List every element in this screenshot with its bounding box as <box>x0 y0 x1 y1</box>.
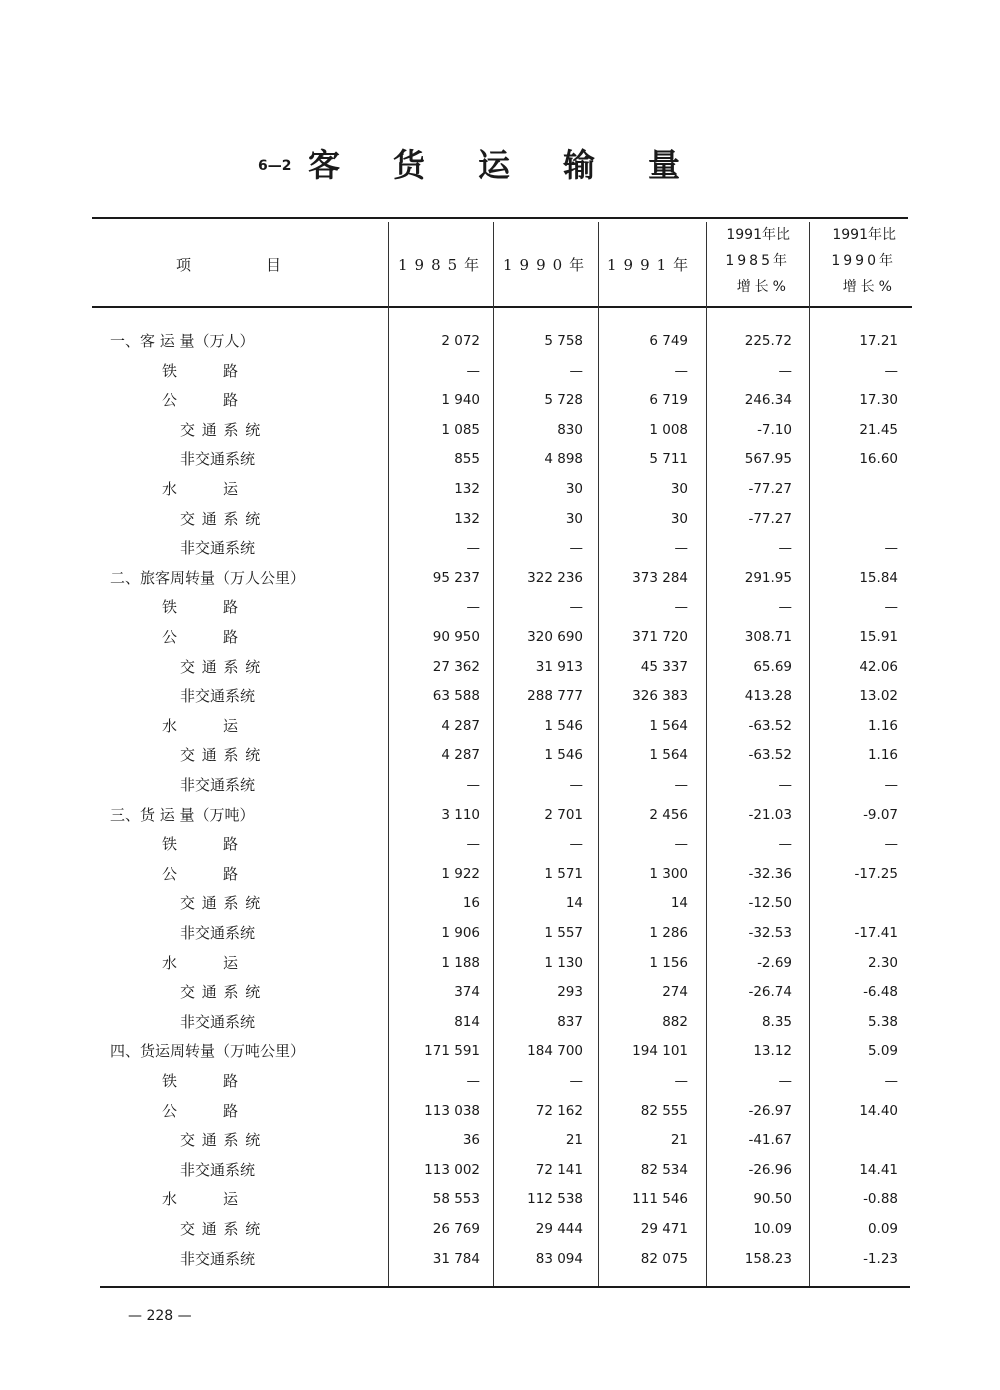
growth-vs-1985: -26.74 <box>748 984 792 1001</box>
table-row <box>0 593 1000 622</box>
value-1985: 63 588 <box>432 688 480 705</box>
row-label: 二、旅客周转量（万人公里） <box>110 568 306 587</box>
table-row <box>0 919 1000 948</box>
row-label: 交 通 系 统 <box>180 746 262 765</box>
growth-vs-1990: 5.38 <box>867 1013 898 1030</box>
growth-vs-1985: — <box>778 540 792 557</box>
value-1985: 1 188 <box>441 954 480 971</box>
growth-vs-1985: — <box>778 777 792 793</box>
growth-vs-1990: -9.07 <box>863 806 898 823</box>
value-1985: 27 362 <box>432 658 480 675</box>
row-label: 四、货运周转量（万吨公里） <box>110 1042 306 1061</box>
table-row <box>0 386 1000 415</box>
value-1990: 5 728 <box>544 392 583 409</box>
value-1985: — <box>466 362 480 379</box>
value-1985: 1 906 <box>441 925 480 941</box>
value-1985: 95 237 <box>432 569 480 586</box>
table-row <box>0 978 1000 1007</box>
value-1990: 5 758 <box>544 333 583 349</box>
value-1985: 374 <box>454 984 480 1001</box>
row-label: 公路 <box>162 864 285 883</box>
table-row <box>0 1008 1000 1037</box>
table-row <box>0 357 1000 386</box>
row-label: 三、货 运 量（万吨） <box>110 805 255 824</box>
value-1985: — <box>466 777 480 793</box>
value-1990: 830 <box>557 421 583 438</box>
row-label: 交 通 系 统 <box>180 1220 262 1238</box>
value-1990: 21 <box>565 1132 583 1149</box>
table-title-text: 客货运输量 <box>308 146 734 184</box>
row-label: 交 通 系 统 <box>180 1131 262 1150</box>
table-row <box>0 327 1000 356</box>
value-1991: — <box>674 777 688 793</box>
value-1991: 82 555 <box>640 1102 688 1119</box>
row-label: 水运 <box>162 1190 285 1209</box>
header-growth-line: 1985年 <box>725 253 790 269</box>
value-1990: 83 094 <box>535 1250 583 1267</box>
row-label: 交 通 系 统 <box>180 509 262 528</box>
value-1991: 194 101 <box>632 1043 688 1060</box>
value-1990: 184 700 <box>527 1043 583 1060</box>
value-1985: 113 002 <box>424 1161 480 1178</box>
growth-vs-1990: 14.40 <box>859 1102 898 1119</box>
growth-vs-1990: 13.02 <box>859 688 898 705</box>
growth-vs-1985: -77.27 <box>748 481 792 497</box>
value-1985: — <box>466 836 480 853</box>
row-label: 交 通 系 统 <box>180 657 262 676</box>
growth-vs-1985: — <box>778 836 792 853</box>
value-1985: 132 <box>454 481 480 497</box>
row-label: 铁路 <box>162 1072 285 1090</box>
row-label: 交 通 系 统 <box>180 894 262 913</box>
growth-vs-1985: -2.69 <box>757 954 792 971</box>
growth-vs-1985: 225.72 <box>744 333 792 349</box>
row-label: 水运 <box>162 480 285 498</box>
value-1985: 16 <box>462 895 480 912</box>
value-1991: — <box>674 1073 688 1089</box>
value-1991: 82 534 <box>640 1161 688 1178</box>
growth-vs-1985: -12.50 <box>748 895 792 912</box>
value-1990: 1 571 <box>544 865 583 882</box>
table-row <box>0 771 1000 800</box>
growth-vs-1990 <box>816 505 898 534</box>
value-1985: 171 591 <box>424 1043 480 1060</box>
growth-vs-1990: 16.60 <box>859 451 898 468</box>
value-1991: 30 <box>670 510 688 527</box>
table-row <box>0 712 1000 741</box>
row-label: 铁路 <box>162 361 285 380</box>
header-item: 项 目 <box>176 256 282 274</box>
growth-vs-1990: 42.06 <box>859 658 898 675</box>
value-1985: 2 072 <box>441 333 480 349</box>
growth-vs-1990: 15.91 <box>859 629 898 645</box>
growth-vs-1990: 5.09 <box>867 1043 898 1060</box>
growth-vs-1985: — <box>778 1073 792 1089</box>
header-growth-line: 1991年比 <box>832 227 896 243</box>
growth-vs-1990: — <box>884 836 898 853</box>
value-1985: 1 940 <box>441 392 480 409</box>
value-1991: 882 <box>662 1013 688 1030</box>
value-1985: 814 <box>454 1013 480 1030</box>
row-label: 铁路 <box>162 835 285 854</box>
value-1990: 72 141 <box>535 1161 583 1178</box>
value-1991: 30 <box>670 481 688 497</box>
growth-vs-1990: — <box>884 540 898 557</box>
table-row <box>0 889 1000 918</box>
row-label: 非交通系统 <box>180 687 256 706</box>
table-row <box>0 682 1000 711</box>
growth-vs-1985: 65.69 <box>753 658 792 675</box>
table-row <box>0 1097 1000 1126</box>
table-row <box>0 445 1000 474</box>
growth-vs-1990: -0.88 <box>863 1191 898 1208</box>
value-1985: 90 950 <box>432 629 480 645</box>
growth-vs-1990: -17.41 <box>854 925 898 941</box>
row-label: 交 通 系 统 <box>180 983 262 1002</box>
table-row <box>0 1185 1000 1214</box>
value-1990: 1 130 <box>544 954 583 971</box>
growth-vs-1990: -1.23 <box>863 1250 898 1267</box>
value-1990: 72 162 <box>535 1102 583 1119</box>
row-label: 非交通系统 <box>180 539 256 558</box>
growth-vs-1990: 17.21 <box>859 333 898 349</box>
table-row <box>0 564 1000 593</box>
growth-vs-1985: 413.28 <box>744 688 792 705</box>
value-1990: 30 <box>565 481 583 497</box>
growth-vs-1990: -17.25 <box>854 865 898 882</box>
value-1991: 14 <box>670 895 688 912</box>
value-1991: 1 156 <box>649 954 688 971</box>
value-1991: 1 300 <box>649 865 688 882</box>
value-1991: 111 546 <box>632 1191 688 1208</box>
growth-vs-1990: — <box>884 777 898 793</box>
growth-vs-1990: -6.48 <box>863 984 898 1001</box>
value-1990: 320 690 <box>527 629 583 645</box>
value-1990: — <box>569 362 583 379</box>
value-1985: 4 287 <box>441 747 480 764</box>
value-1991: 371 720 <box>632 629 688 645</box>
row-label: 非交通系统 <box>180 1249 256 1268</box>
table-row <box>0 1245 1000 1274</box>
value-1991: 45 337 <box>640 658 688 675</box>
growth-vs-1985: -41.67 <box>748 1132 792 1149</box>
value-1990: 837 <box>557 1013 583 1030</box>
growth-vs-1990: 14.41 <box>859 1161 898 1178</box>
growth-vs-1985: 8.35 <box>761 1013 792 1030</box>
table-row <box>0 860 1000 889</box>
growth-vs-1990: 2.30 <box>867 954 898 971</box>
table-row <box>0 475 1000 504</box>
header-growth-line: 1990年 <box>831 253 896 269</box>
row-label: 公路 <box>162 391 285 410</box>
value-1985: — <box>466 540 480 557</box>
value-1985: 31 784 <box>432 1250 480 1267</box>
row-label: 水运 <box>162 716 285 735</box>
table-row <box>0 1215 1000 1244</box>
growth-vs-1985: 308.71 <box>744 629 792 645</box>
row-label: 公路 <box>162 1101 285 1120</box>
value-1990: 4 898 <box>544 451 583 468</box>
value-1991: 1 564 <box>649 747 688 764</box>
row-label: 非交通系统 <box>180 776 256 794</box>
table-number: 6—2 <box>258 158 292 174</box>
growth-vs-1985: -32.36 <box>748 865 792 882</box>
growth-vs-1985: -26.96 <box>748 1161 792 1178</box>
value-1990: 29 444 <box>535 1221 583 1237</box>
value-1990: 1 546 <box>544 717 583 734</box>
row-label: 水运 <box>162 953 285 972</box>
value-1990: 2 701 <box>544 806 583 823</box>
header-growth-line: 增长% <box>842 279 896 295</box>
value-1991: 6 719 <box>649 392 688 409</box>
value-1990: — <box>569 1073 583 1089</box>
value-1991: 82 075 <box>640 1250 688 1267</box>
table-row <box>0 1037 1000 1066</box>
table-title <box>0 140 1000 190</box>
value-1991: 326 383 <box>632 688 688 705</box>
table-row <box>0 534 1000 563</box>
value-1991: — <box>674 836 688 853</box>
value-1990: 1 546 <box>544 747 583 764</box>
table-row <box>0 1067 1000 1096</box>
growth-vs-1990: — <box>884 1073 898 1089</box>
growth-vs-1990 <box>816 889 898 918</box>
value-1990: 1 557 <box>544 925 583 941</box>
growth-vs-1990 <box>816 475 898 504</box>
value-1991: — <box>674 599 688 616</box>
value-1990: — <box>569 777 583 793</box>
growth-vs-1985: -77.27 <box>748 510 792 527</box>
table-row <box>0 1126 1000 1155</box>
value-1985: — <box>466 599 480 616</box>
value-1990: 293 <box>557 984 583 1001</box>
table-row <box>0 949 1000 978</box>
row-label: 非交通系统 <box>180 1012 256 1031</box>
value-1985: 26 769 <box>432 1221 480 1237</box>
bottom-rule <box>100 1286 910 1288</box>
growth-vs-1990: — <box>884 599 898 616</box>
value-1991: — <box>674 540 688 557</box>
growth-vs-1985: -7.10 <box>757 421 792 438</box>
value-1990: 31 913 <box>535 658 583 675</box>
table-row <box>0 741 1000 770</box>
value-1991: — <box>674 362 688 379</box>
growth-vs-1985: -63.52 <box>748 747 792 764</box>
top-rule <box>92 217 908 219</box>
row-label: 铁路 <box>162 598 285 617</box>
growth-vs-1990: 0.09 <box>867 1221 898 1237</box>
value-1985: — <box>466 1073 480 1089</box>
value-1985: 132 <box>454 510 480 527</box>
header-1990: 1990年 <box>503 256 592 274</box>
growth-vs-1990: 15.84 <box>859 569 898 586</box>
row-label: 一、客 运 量（万人） <box>110 332 255 350</box>
header-rule <box>92 306 912 308</box>
header-growth-vs-1990 <box>816 222 896 300</box>
table-row <box>0 653 1000 682</box>
growth-vs-1990: 17.30 <box>859 392 898 409</box>
growth-vs-1985: -26.97 <box>748 1102 792 1119</box>
row-label: 非交通系统 <box>180 924 256 942</box>
growth-vs-1985: 158.23 <box>744 1250 792 1267</box>
value-1991: 2 456 <box>649 806 688 823</box>
value-1990: 30 <box>565 510 583 527</box>
table-row <box>0 505 1000 534</box>
value-1990: — <box>569 599 583 616</box>
growth-vs-1990: 21.45 <box>859 421 898 438</box>
value-1985: 1 922 <box>441 865 480 882</box>
growth-vs-1985: 567.95 <box>744 451 792 468</box>
growth-vs-1985: — <box>778 362 792 379</box>
header-growth-line: 增长% <box>736 279 790 295</box>
table-row <box>0 830 1000 859</box>
value-1990: — <box>569 540 583 557</box>
growth-vs-1985: -63.52 <box>748 717 792 734</box>
growth-vs-1985: — <box>778 599 792 616</box>
value-1991: 1 008 <box>649 421 688 438</box>
value-1990: 322 236 <box>527 569 583 586</box>
value-1991: 6 749 <box>649 333 688 349</box>
growth-vs-1990: — <box>884 362 898 379</box>
row-label: 非交通系统 <box>180 450 256 469</box>
growth-vs-1985: 13.12 <box>753 1043 792 1060</box>
table-row <box>0 416 1000 445</box>
growth-vs-1985: 291.95 <box>744 569 792 586</box>
value-1990: 288 777 <box>527 688 583 705</box>
growth-vs-1985: -32.53 <box>748 925 792 941</box>
value-1991: 29 471 <box>640 1221 688 1237</box>
header-growth-line: 1991年比 <box>726 227 790 243</box>
value-1991: 5 711 <box>649 451 688 468</box>
row-label: 交 通 系 统 <box>180 420 262 439</box>
growth-vs-1985: 90.50 <box>753 1191 792 1208</box>
header-1991: 1991年 <box>607 256 696 274</box>
table-row <box>0 623 1000 652</box>
value-1991: 373 284 <box>632 569 688 586</box>
value-1985: 3 110 <box>441 806 480 823</box>
header-1985: 1985年 <box>398 256 487 274</box>
growth-vs-1990 <box>816 1126 898 1155</box>
value-1985: 855 <box>454 451 480 468</box>
value-1985: 36 <box>462 1132 480 1149</box>
table-row <box>0 801 1000 830</box>
value-1990: 112 538 <box>527 1191 583 1208</box>
value-1985: 113 038 <box>424 1102 480 1119</box>
growth-vs-1985: -21.03 <box>748 806 792 823</box>
growth-vs-1985: 10.09 <box>753 1221 792 1237</box>
row-label: 公路 <box>162 628 285 646</box>
table-row <box>0 1156 1000 1185</box>
growth-vs-1990: 1.16 <box>867 717 898 734</box>
value-1985: 1 085 <box>441 421 480 438</box>
value-1990: — <box>569 836 583 853</box>
value-1991: 1 564 <box>649 717 688 734</box>
row-label: 非交通系统 <box>180 1160 256 1179</box>
value-1991: 21 <box>670 1132 688 1149</box>
growth-vs-1985: 246.34 <box>744 392 792 409</box>
value-1991: 274 <box>662 984 688 1001</box>
value-1991: 1 286 <box>649 925 688 941</box>
page-number: — 228 — <box>128 1308 192 1324</box>
header-growth-vs-1985 <box>712 222 790 300</box>
value-1990: 14 <box>565 895 583 912</box>
growth-vs-1990: 1.16 <box>867 747 898 764</box>
value-1985: 58 553 <box>432 1191 480 1208</box>
value-1985: 4 287 <box>441 717 480 734</box>
